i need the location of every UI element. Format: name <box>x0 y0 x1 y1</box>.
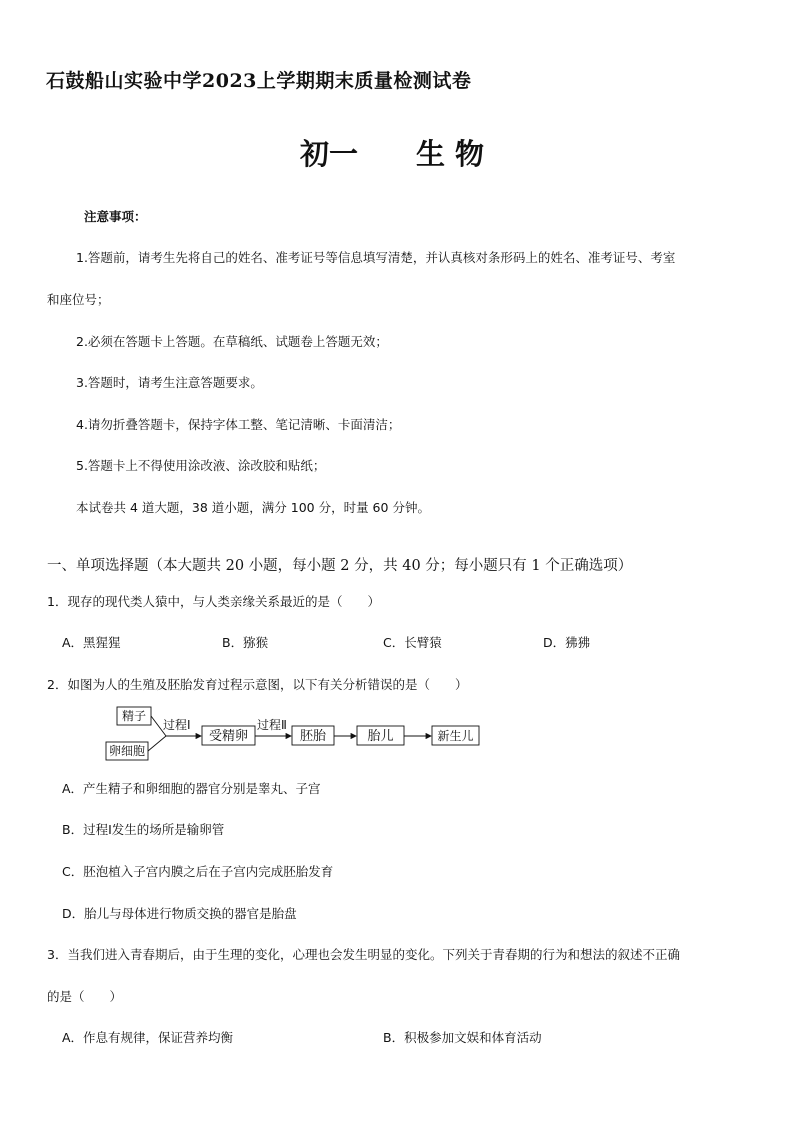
exam-summary: 本试卷共 4 道大题，38 道小题，满分 100 分，时量 60 分钟。 <box>76 500 430 515</box>
process-2-label: 过程Ⅱ <box>257 718 287 732</box>
subject-title <box>300 132 484 173</box>
subject-char-1: 生 <box>416 137 446 171</box>
notice-item-1: 1.答题前，请考生先将自己的姓名、准考证号等信息填写清楚，并认真核对条形码上的姓名、准考证号、考室 <box>76 250 676 265</box>
school-title: 石鼓船山实验中学2023上学期期末质量检测试卷 <box>46 70 472 92</box>
notice-heading: 注意事项： <box>84 209 147 224</box>
grade-label: 初一 <box>300 137 359 171</box>
embryo-label: 胚胎 <box>299 729 327 744</box>
question-1-option-d: D．狒狒 <box>543 635 591 650</box>
newborn-label: 新生儿 <box>437 729 474 743</box>
question-2-stem: 2．如图为人的生殖及胚胎发育过程示意图，以下有关分析错误的是（ ） <box>47 677 468 692</box>
notice-item-1-cont: 和座位号； <box>47 292 110 307</box>
question-3-option-b: B．积极参加文娱和体育活动 <box>383 1030 542 1045</box>
question-2-option-b: B．过程Ⅰ发生的场所是输卵管 <box>62 822 225 837</box>
question-1-option-a: A．黑猩猩 <box>62 635 121 650</box>
question-1-stem: 1．现存的现代类人猿中，与人类亲缘关系最近的是（ ） <box>47 594 380 609</box>
process-1-label: 过程Ⅰ <box>163 718 191 732</box>
reproduction-flow-diagram <box>100 703 490 765</box>
question-2-option-c: C．胚泡植入子宫内膜之后在子宫内完成胚胎发育 <box>62 864 334 879</box>
zygote-label: 受精卵 <box>208 729 249 744</box>
question-3-stem: 3．当我们进入青春期后，由于生理的变化，心理也会发生明显的变化。下列关于青春期的行为和想法的叙述不正确 <box>47 947 680 962</box>
egg-connector <box>148 736 166 751</box>
question-2-option-d: D．胎儿与母体进行物质交换的器官是胎盘 <box>62 906 297 921</box>
question-3-option-a: A．作息有规律，保证营养均衡 <box>62 1030 234 1045</box>
notice-item-4: 4.请勿折叠答题卡，保持字体工整、笔记清晰、卡面清洁； <box>76 417 401 432</box>
question-1-option-c: C．长臂猿 <box>383 635 442 650</box>
notice-item-2: 2.必须在答题卡上答题。在草稿纸、试题卷上答题无效； <box>76 334 388 349</box>
question-3-stem-cont: 的是（ ） <box>47 989 123 1004</box>
question-1-option-b: B．猕猴 <box>222 635 269 650</box>
fetus-label: 胎儿 <box>367 729 394 744</box>
notice-item-3: 3.答题时，请考生注意答题要求。 <box>76 375 263 390</box>
sperm-label: 精子 <box>121 709 147 723</box>
egg-label: 卵细胞 <box>108 744 146 758</box>
question-2-option-a: A．产生精子和卵细胞的器官分别是睾丸、子宫 <box>62 781 321 796</box>
notice-item-5: 5.答题卡上不得使用涂改液、涂改胶和贴纸； <box>76 458 326 473</box>
section-1-heading: 一、单项选择题（本大题共 20 小题，每小题 2 分，共 40 分；每小题只有 1 个正确选项） <box>47 558 633 574</box>
subject-char-2: 物 <box>455 137 485 171</box>
